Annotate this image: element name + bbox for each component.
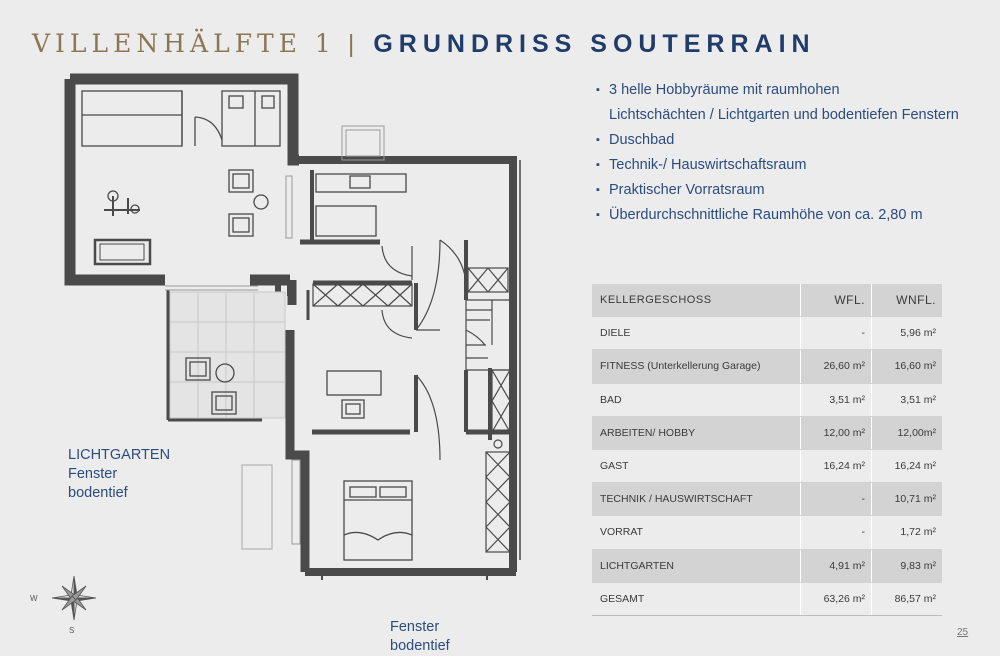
fenster-label: Fenster bodentief: [390, 619, 450, 654]
compass-south-label: S: [69, 626, 75, 635]
table-round-1: [254, 195, 268, 209]
table-total-row: GESAMT 63,26 m² 86,57 m²: [592, 582, 942, 615]
feature-item: ▪ Technik-/ Hauswirtschaftsraum: [596, 153, 959, 178]
area-table: [592, 284, 942, 616]
table-row: BAD 3,51 m² 3,51 m²: [592, 383, 942, 416]
table-row: LICHTGARTEN 4,91 m² 9,83 m²: [592, 549, 942, 582]
table-row: FITNESS (Unterkellerung Garage) 26,60 m² 16,60 m²: [592, 350, 942, 383]
table-row: GAST 16,24 m² 16,24 m²: [592, 449, 942, 482]
compass-rose-icon: [52, 576, 96, 620]
table-header-row: KELLERGESCHOSS WFL. WNFL.: [592, 284, 942, 317]
lichtgarten-label: LICHTGARTEN Fenster bodentief: [68, 447, 171, 501]
feature-item: ▪ Überdurchschnittliche Raumhöhe von ca. 2,80 m: [596, 203, 959, 228]
feature-item: ▪ 3 helle Hobbyräume mit raumhohen: [596, 78, 959, 103]
bullet-icon: ▪: [596, 159, 600, 171]
feature-list: [596, 78, 959, 228]
bullet-icon: ▪: [596, 84, 600, 96]
bullet-icon: ▪: [596, 134, 600, 146]
lichtgarten-tiles: [170, 292, 285, 418]
desk: [327, 371, 381, 395]
feature-item: Lichtschächten / Lichtgarten und bodentiefen Fenstern: [609, 107, 959, 123]
compass-west-label: W: [30, 594, 38, 603]
title-villa: VILLENHÄLFTE 1: [32, 29, 336, 58]
feature-item: ▪ Duschbad: [596, 128, 959, 153]
wall-fitness: [70, 79, 299, 280]
bed-fitness: [82, 91, 182, 146]
bullet-icon: ▪: [596, 184, 600, 196]
bed-guest: [344, 481, 412, 560]
table-row: DIELE - 5,96 m²: [592, 317, 942, 350]
staircase: [466, 300, 510, 370]
page-number: 25: [957, 627, 969, 638]
table-row: ARBEITEN/ HOBBY 12,00 m² 12,00m²: [592, 416, 942, 449]
title-floor: GRUNDRISS SOUTERRAIN: [373, 30, 816, 58]
table-row: TECHNIK / HAUSWIRTSCHAFT - 10,71 m²: [592, 483, 942, 516]
title-separator: |: [347, 30, 360, 58]
bullet-icon: ▪: [596, 209, 600, 221]
table-row: VORRAT - 1,72 m²: [592, 516, 942, 549]
feature-item: ▪ Praktischer Vorratsraum: [596, 178, 959, 203]
